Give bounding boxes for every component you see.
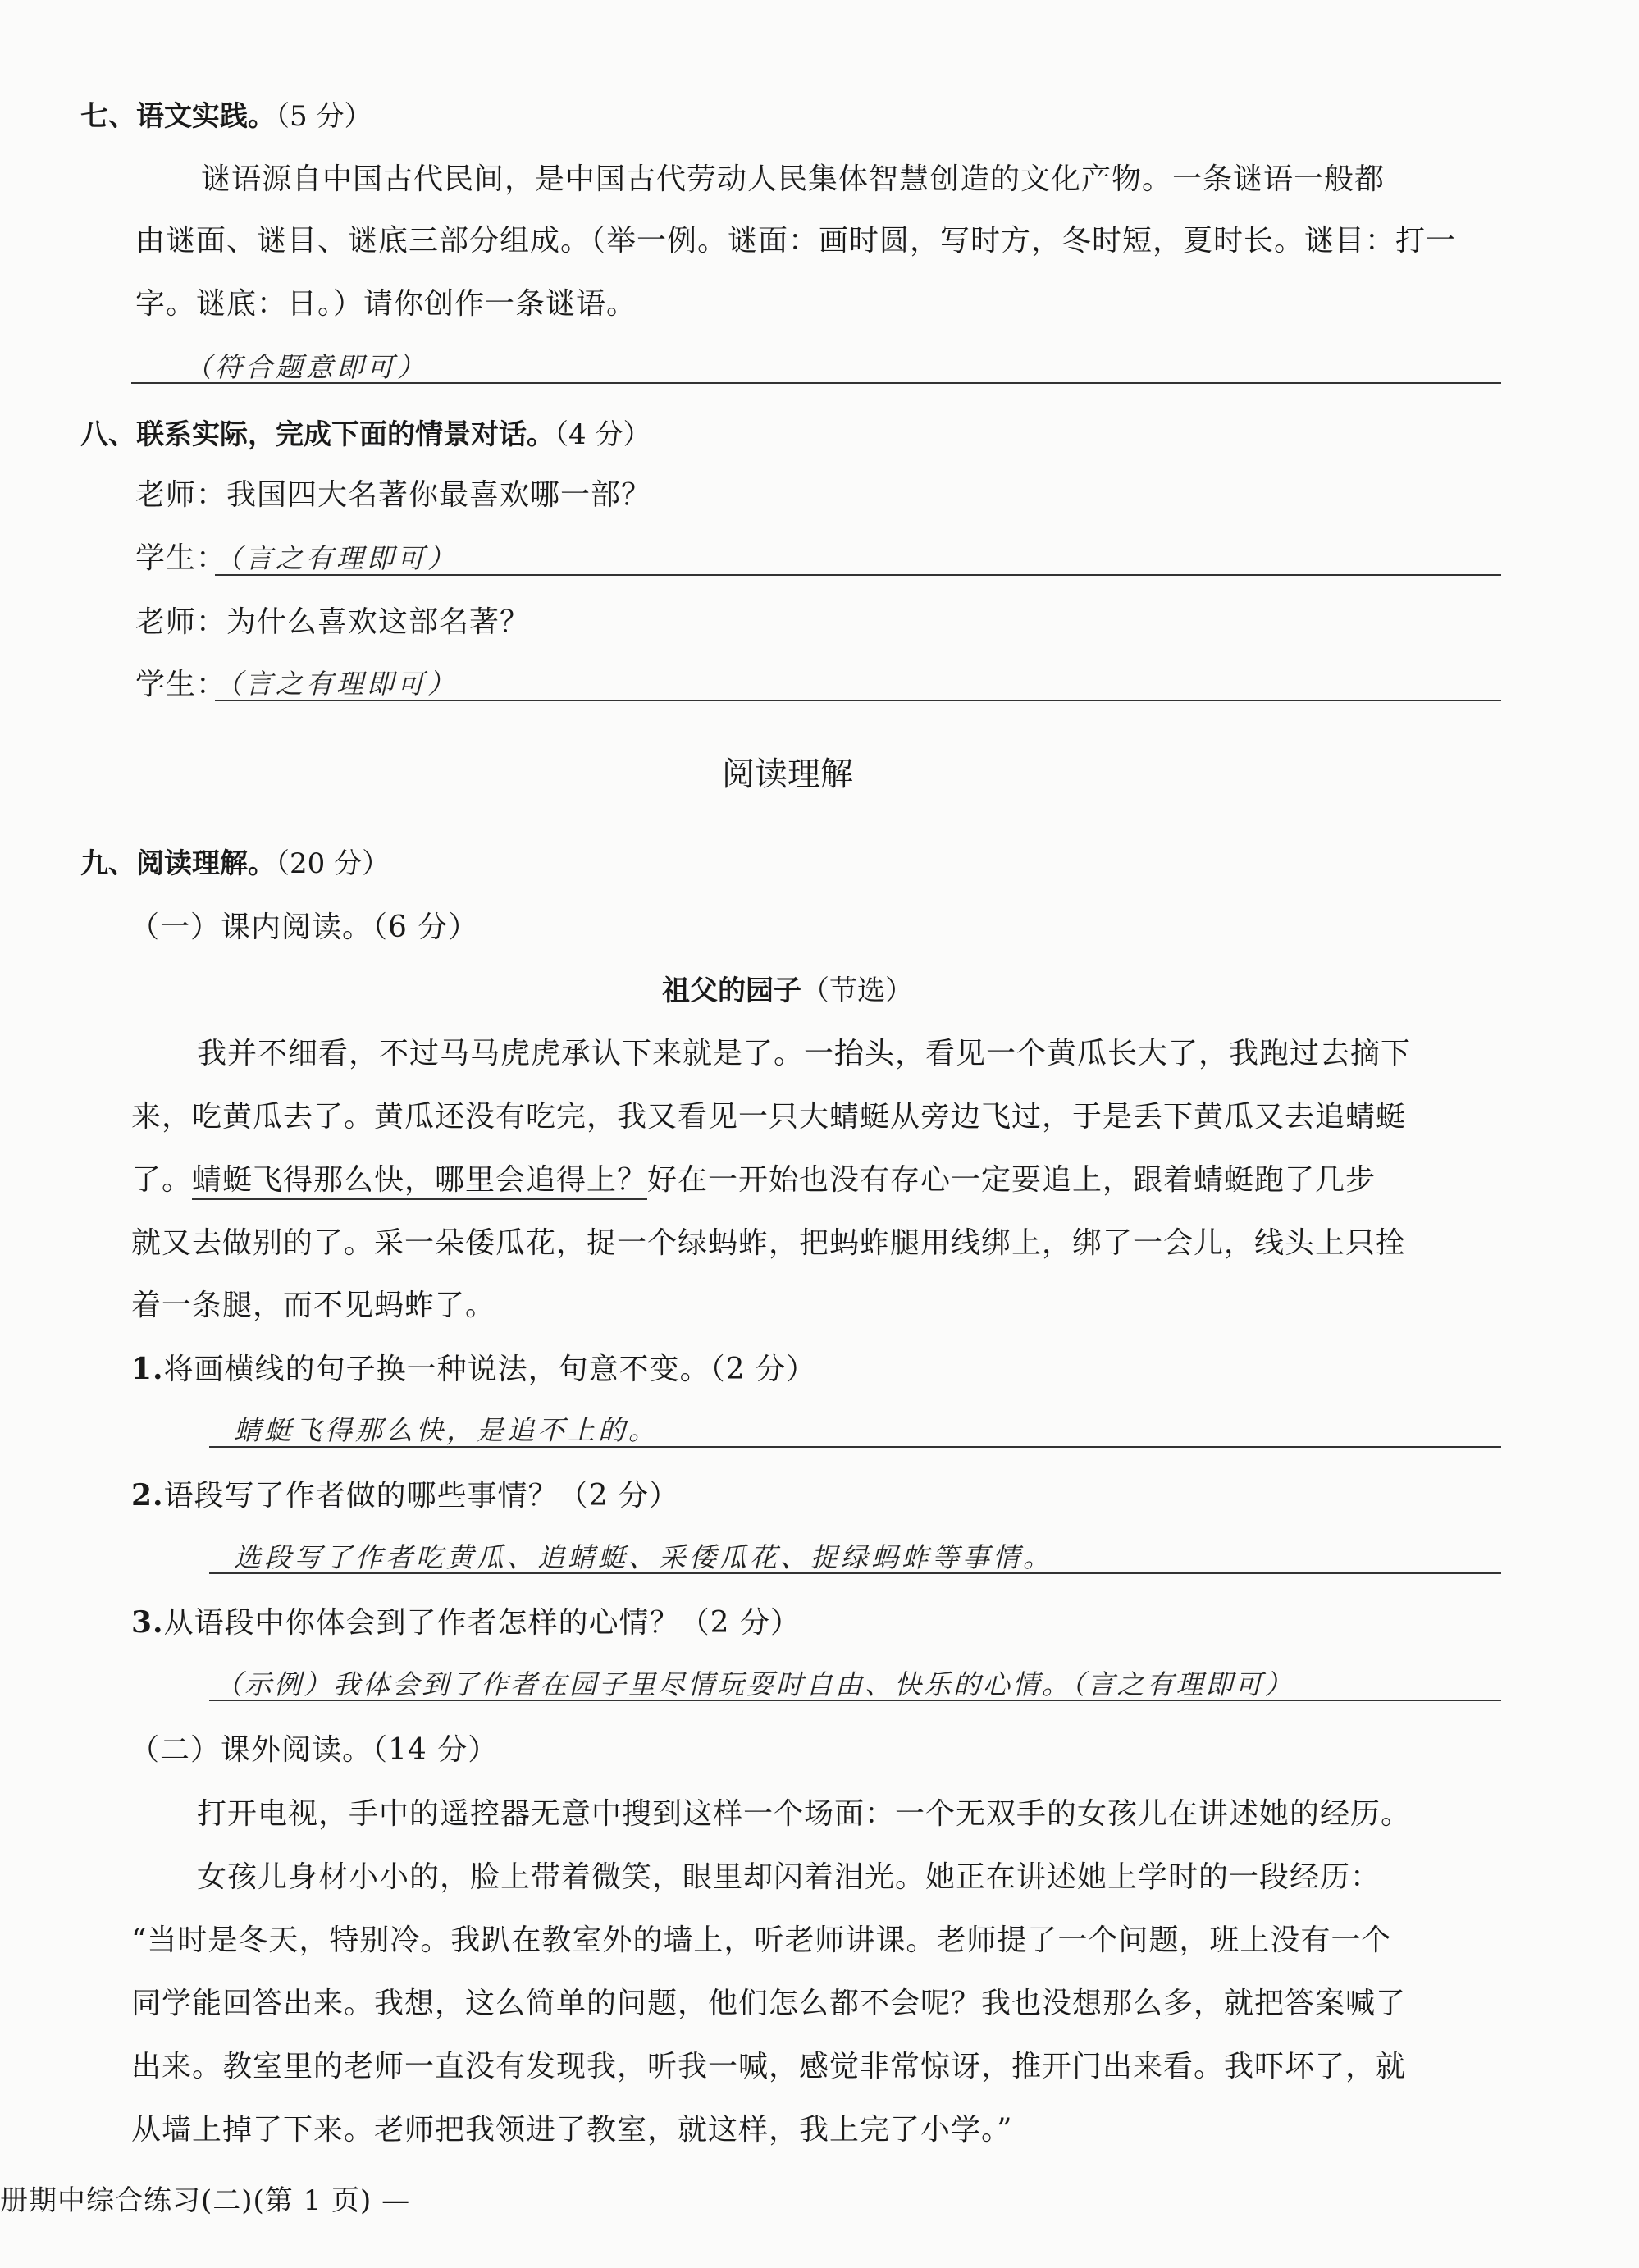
passage2-line-2: 女孩儿身材小小的，脸上带着微笑，眼里却闪着泪光。她正在讲述她上学时的一段经历： [197, 1860, 1381, 1894]
question-1-answer: 蜻蜓飞得那么快，是追不上的。 [234, 1414, 659, 1446]
answer-line [209, 1700, 1501, 1701]
passage-line-3: 了。蜻蜓飞得那么快，哪里会追得上？好在一开始也没有存心一定要追上，跟着蜻蜓跑了几步 [131, 1157, 1376, 1198]
passage2-line-4: 同学能回答出来。我想，这么简单的问题，他们怎么都不会呢？我也没想那么多，就把答案喊了 [131, 1987, 1407, 2020]
passage2-line-1: 打开电视，手中的遥控器无意中搜到这样一个场面：一个无双手的女孩儿在讲述她的经历。 [197, 1797, 1412, 1831]
part-2-heading: （二）课外阅读。（14 分） [130, 1733, 499, 1767]
s7-line-3: 字。谜底：日。）请你创作一条谜语。 [135, 287, 637, 321]
answer-line [209, 1446, 1501, 1448]
passage-line-4: 就又去做别的了。采一朵倭瓜花，捉一个绿蚂蚱，把蚂蚱腿用线绑上，绑了一会儿，线头上只拴 [131, 1226, 1407, 1260]
answer-line [131, 382, 1501, 384]
passage-line-5: 着一条腿，而不见蚂蚱了。 [131, 1289, 496, 1322]
answer-line [215, 700, 1501, 701]
s8-answer-1: （言之有理即可） [215, 542, 458, 574]
s8-student-label-2: 学生： [135, 668, 227, 701]
section-7-heading: 七、语文实践。（5 分） [80, 100, 372, 133]
passage2-line-3: “当时是冬天，特别冷。我趴在教室外的墙上，听老师讲课。老师提了一个问题，班上没有一个 [131, 1923, 1392, 1957]
s7-line-1: 谜语源自中国古代民间，是中国古代劳动人民集体智慧创造的文化产物。一条谜语一般都 [201, 162, 1386, 196]
underlined-sentence: 蜻蜓飞得那么快，哪里会追得上？ [192, 1163, 647, 1200]
question-3: 3.从语段中你体会到了作者怎样的心情？（2 分） [131, 1605, 801, 1640]
s7-answer: （符合题意即可） [185, 351, 427, 383]
s7-line-2: 由谜面、谜目、谜底三部分组成。（举一例。谜面：画时圆，写时方，冬时短，夏时长。谜目：打一 [135, 224, 1457, 258]
passage-line-2: 来，吃黄瓜去了。黄瓜还没有吃完，我又看见一只大蜻蜓从旁边飞过，于是丢下黄瓜又去追蜻蜓 [131, 1100, 1407, 1134]
passage2-line-6: 从墙上掉了下来。老师把我领进了教室，就这样，我上完了小学。” [131, 2113, 1013, 2147]
part-1-heading: （一）课内阅读。（6 分） [130, 910, 479, 944]
question-3-answer: （示例）我体会到了作者在园子里尽情玩耍时自由、快乐的心情。（言之有理即可） [215, 1668, 1294, 1700]
article-title: 祖父的园子（节选） [662, 974, 913, 1007]
s8-answer-2: （言之有理即可） [215, 668, 458, 700]
question-2: 2.语段写了作者做的哪些事情？（2 分） [131, 1478, 679, 1513]
section-8-heading: 八、联系实际，完成下面的情景对话。（4 分） [80, 418, 651, 451]
answer-line [209, 1572, 1501, 1574]
page-footer: 册期中综合练习(二)(第 1 页) — [0, 2184, 411, 2217]
reading-comprehension-title: 阅读理解 [722, 755, 853, 793]
question-1: 1.将画横线的句子换一种说法，句意不变。（2 分） [131, 1352, 816, 1386]
passage-line-1: 我并不细看，不过马马虎虎承认下来就是了。一抬头，看见一个黄瓜长大了，我跑过去摘下 [197, 1037, 1412, 1070]
question-2-answer: 选段写了作者吃黄瓜、追蜻蜓、采倭瓜花、捉绿蚂蚱等事情。 [234, 1541, 1053, 1573]
passage2-line-5: 出来。教室里的老师一直没有发现我，听我一喊，感觉非常惊讶，推开门出来看。我吓坏了，就 [131, 2050, 1407, 2083]
s8-teacher-question-2: 老师：为什么喜欢这部名著？ [135, 605, 531, 639]
answer-line [215, 574, 1501, 576]
section-9-heading: 九、阅读理解。（20 分） [80, 847, 390, 880]
s8-student-label-1: 学生： [135, 541, 227, 575]
s8-teacher-question-1: 老师：我国四大名著你最喜欢哪一部？ [135, 478, 652, 512]
